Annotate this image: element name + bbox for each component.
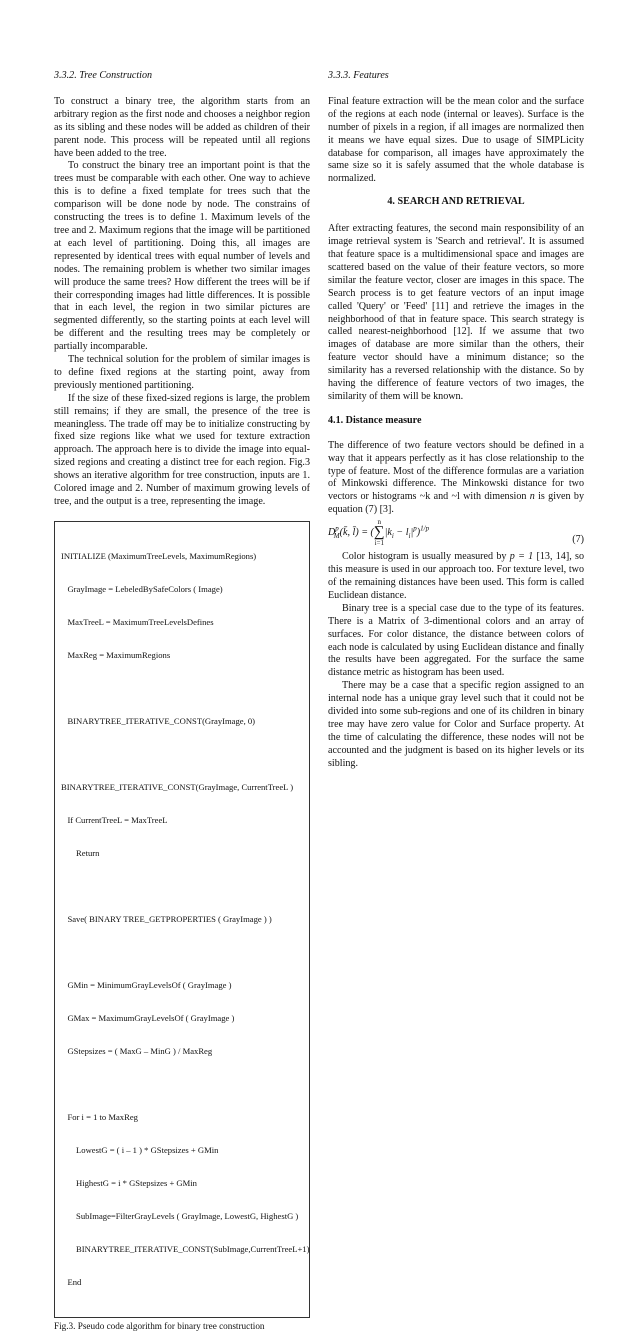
code-line bbox=[61, 683, 303, 694]
code-line: MaxReg = MaximumRegions bbox=[61, 649, 171, 660]
code-line bbox=[61, 749, 303, 760]
code-line: BINARYTREE_ITERATIVE_CONST(GrayImage, 0) bbox=[61, 715, 256, 726]
code-line: GMax = MaximumGrayLevelsOf ( GrayImage ) bbox=[61, 1012, 235, 1023]
code-line: If CurrentTreeL = MaxTreeL bbox=[61, 814, 168, 825]
code-line: Save( BINARY TREE_GETPROPERTIES ( GrayImage ) ) bbox=[61, 913, 272, 924]
code-line: BINARYTREE_ITERATIVE_CONST(GrayImage, CurrentTreeL ) bbox=[61, 781, 294, 792]
code-line: GStepsizes = ( MaxG – MinG ) / MaxReg bbox=[61, 1045, 213, 1056]
paragraph: To construct a binary tree, the algorithm starts from an arbitrary region as the first node and chooses a neighbor region as its sibling and these nodes will be added as children of their parent node. This process will be repeated until all regions have been added to the tree. bbox=[54, 95, 310, 159]
section-heading-search-retrieval: 4. SEARCH AND RETRIEVAL bbox=[387, 196, 525, 208]
paragraph: There may be a case that a specific region assigned to an internal node has a unique gray level such that it could not be divided into some sub-regions and one of its children in binary tree may have zero value for Color and Surface property. At the time of calculating the difference, these nodes will not be accounted and the judgment is based on its higher levels or its sibling. bbox=[328, 680, 584, 769]
pseudo-code-box bbox=[54, 521, 310, 1318]
paragraph: Binary tree is a special case due to the type of its features. There is a Matrix of 3-dimentional colors and an array of surfaces. For color distance, the distance between colors of each node is calculated by using Euclidean distance and finally the results have been aggregated. For the surface the same distance metric as histogram has been used. bbox=[328, 602, 584, 679]
left-column bbox=[54, 70, 310, 1333]
equation-7 bbox=[328, 518, 584, 548]
paragraph: The technical solution for the problem of similar images is to define fixed regions at the starting point, away from previously mentioned partitioning. bbox=[54, 354, 310, 391]
code-line: LowestG = ( i – 1 ) * GStepsizes + GMin bbox=[61, 1144, 219, 1155]
summation-symbol: n ∑ i=1 bbox=[373, 518, 385, 548]
paragraph: After extracting features, the second main responsibility of an image retrieval system is 'Search and retrieval'. It is assumed that feature space is a multidimensional space and images are scattered based on the value of their feature vectors, so more similar the feature vector, closer are images in this space. The Search process is to get feature vectors of an input image called 'Query' or 'Feed' [11] and retrieve the images in the neighborhood of that in feature space. This search strategy is called nearest-neighborhood [12]. If we assume that two images of database are more similar than the others, their feature vector should have a minimum distance; so the similarity has a reversed relationship with the distance. So by having the difference of feature vectors of two images, the similarity of them will be known. bbox=[328, 223, 584, 402]
paragraph: To construct the binary tree an important point is that the trees must be comparable with each other. One way to achieve this is to define a fixed template for trees such that the comparison will be done node by node. The constrains of constructing the trees is to define 1. Maximum levels of the tree and 2. Maximum regions that the image will be partitioned at each level of partitioning. Doing this, all images are represented by identical trees with equal number of levels and nodes. The remaining problem is whether two similar images will produce the same trees? How different the trees will be if their corresponding images had little differences. It is possible that in each level, the region in two similar pictures are segmented differently, so the starting points at each level will be different and the resulting trees may be completely or partially incomparable. bbox=[54, 160, 310, 353]
paragraph: Color histogram is usually measured by p = 1 [13, 14], so this measure is used in our approach too. For texture level, two of the remaining distances have been used. This form is called Euclidean distance. bbox=[328, 551, 585, 601]
equation-body: $D^p_M(k̄$, l̄) = (n ∑ $i=1|k_i - l_i|^p)^{1/p}$ bbox=[328, 518, 430, 548]
code-line: HighestG = i * GStepsizes + GMin bbox=[61, 1177, 197, 1188]
code-line: GrayImage = LebeledBySafeColors ( Image) bbox=[61, 583, 223, 594]
code-line: BINARYTREE_ITERATIVE_CONST(SubImage,CurrentTreeL+1) bbox=[61, 1243, 310, 1254]
code-line: Return bbox=[61, 847, 100, 858]
paragraph: If the size of these fixed-sized regions is large, the problem still remains; if they are small, the presence of the tree is meaningless. The trade off may be to initialize constructing by fixed size regions like what we used for texture extraction approach. The approach here is to divide the image into equal-sized regions and creating a distinct tree for each region. Fig.3 shows an iterative algorithm for tree construction, inputs are 1. Colored image and 2. Number of maximum growing levels of tree, and the output is a tree, representing the image. bbox=[54, 392, 310, 507]
equation-number: (7) bbox=[572, 534, 584, 546]
code-line: INITIALIZE (MaximumTreeLevels, MaximumRegions) bbox=[61, 550, 257, 561]
code-line bbox=[61, 881, 303, 892]
code-line: GMin = MinimumGrayLevelsOf ( GrayImage ) bbox=[61, 979, 232, 990]
paragraph: The difference of two feature vectors should be defined in a way that it appears perfectly as it has close relationship to the type of feature. Most of the difference formulas are a variation of Minkowski difference. The Minkowski distance for two vectors or histograms ~k and ~l with dimension n is given by equation (7) [3]. bbox=[328, 439, 585, 516]
code-line: SubImage=FilterGrayLevels ( GrayImage, LowestG, HighestG ) bbox=[61, 1210, 299, 1221]
code-line: End bbox=[61, 1276, 82, 1287]
code-line: For i = 1 to MaxReg bbox=[61, 1111, 138, 1122]
section-title-tree-construction: 3.3.2. Tree Construction bbox=[54, 70, 153, 81]
code-line: MaxTreeL = MaximumTreeLevelsDefines bbox=[61, 616, 214, 627]
section-title-distance-measure: 4.1. Distance measure bbox=[328, 414, 422, 426]
code-line bbox=[61, 1079, 303, 1090]
section-title-features: 3.3.3. Features bbox=[328, 70, 389, 81]
figure-caption: Fig.3. Pseudo code algorithm for binary tree construction bbox=[54, 1320, 265, 1331]
right-column bbox=[328, 70, 584, 771]
code-line bbox=[61, 947, 303, 958]
paragraph: Final feature extraction will be the mean color and the surface of the regions at each node (internal or leaves). Surface is the number of pixels in a region, if all images are normalized then it means we have equal sizes. Due to usage of SIMPLicity database for comparison, all images have approximately the same size so it is safely assumed that the whole database is normalized. bbox=[328, 95, 584, 185]
